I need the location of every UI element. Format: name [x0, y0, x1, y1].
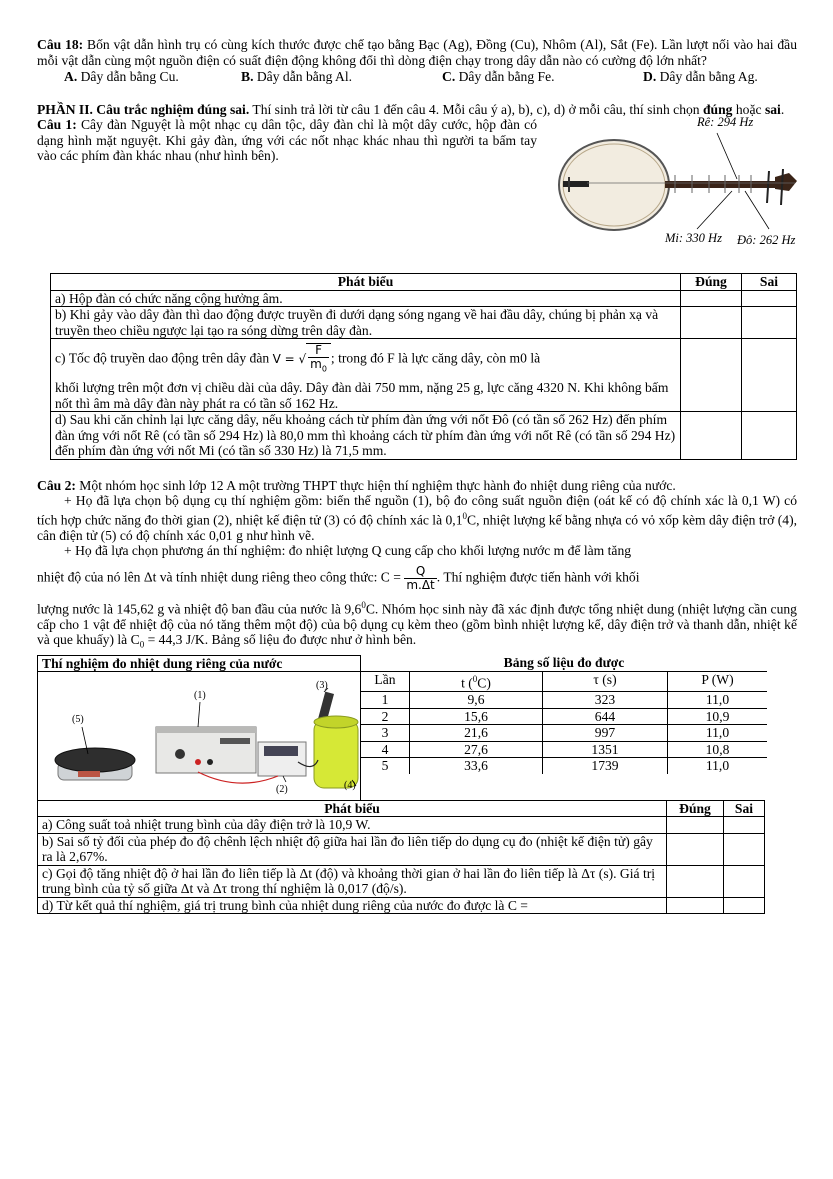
q2-col-statement: Phát biểu [38, 800, 667, 817]
cell: 11,0 [668, 692, 768, 709]
col-t-end: C) [477, 675, 491, 691]
part2-title: PHẦN II. Câu trắc nghiệm đúng sai. [37, 101, 250, 117]
option-c-key: C. [442, 69, 456, 84]
col-lan: Lần [361, 672, 410, 692]
q2-para1 [37, 493, 797, 543]
q2-figure-table [37, 655, 767, 801]
table-row [51, 339, 797, 412]
re-label: Rê: 294 Hz [697, 115, 754, 129]
answer-cell-true[interactable] [667, 865, 724, 897]
q2-table-header [38, 800, 765, 817]
answer-cell-false[interactable] [724, 817, 765, 834]
cell: 11,0 [668, 725, 768, 742]
table-row [361, 741, 767, 758]
formula-lhs: V = [272, 351, 295, 366]
option-b[interactable] [241, 69, 442, 85]
q2-label: Câu 2: [37, 477, 76, 493]
option-b-key: B. [241, 69, 254, 84]
q18-text: Bốn vật dẫn hình trụ có cùng kích thước được chế tạo bằng Bạc (Ag), Đồng (Cu), Nhôm (Al), Sắt (Fe). Lần lượt nối vào hai đầu mỗi vật dẫn cùng một nguồn điện có suất điện động không đổi thì dòng điện chạy trong dây dẫn nào có cường độ lớn nhất? [37, 37, 798, 68]
q2-intro-text: Một nhóm học sinh lớp 12 A một trường THPT thực hiện thí nghiệm thực hành đo nhiệt dung riêng của nước. [75, 477, 676, 493]
answer-cell-false[interactable] [742, 307, 797, 339]
option-d-key: D. [643, 69, 657, 84]
col-t-text: t ( [461, 675, 473, 691]
mi-label: Mi: 330 Hz [665, 231, 722, 245]
q1-row-b: b) Khi gảy vào dây đàn thì dao động được truyền đi dưới dạng sóng ngang về hai đầu dây, chúng bị phản xạ và truyền theo chiều ngược lại tạo ra sóng dừng trên dây đàn. [51, 307, 681, 339]
q2-para3-a: lượng nước là 145,62 g và nhiệt độ ban đầu của nước là 9,6 [37, 601, 362, 617]
q2-row-a: a) Công suất toả nhiệt trung bình của dây điện trở là 10,9 W. [38, 817, 667, 834]
option-b-text: Dây dẫn bằng Al. [253, 69, 353, 84]
option-a-text: Dây dẫn bằng Cu. [77, 69, 179, 84]
col-t [410, 672, 543, 692]
answer-cell-false[interactable] [724, 897, 765, 914]
part2-text-a: Thí sinh trả lời từ câu 1 đến câu 4. Mỗi câu ý a), b), c), d) ở mỗi câu, thí sinh chọn [249, 101, 703, 117]
q1-row-c [51, 339, 681, 412]
cell: 10,8 [668, 741, 768, 758]
q2-para3-sup: 0 [361, 599, 366, 610]
q2-para3-c: = 44,3 J/K. Bảng số liệu đo được như ở hình bên. [144, 632, 417, 648]
answer-cell-false[interactable] [742, 290, 797, 307]
formula-num: F [308, 344, 329, 358]
table-row [51, 290, 797, 307]
formula-q: Q [404, 565, 436, 579]
cell: 644 [543, 708, 668, 725]
table-row [51, 307, 797, 339]
cell: 10,9 [668, 708, 768, 725]
q2-para1-sup: 0 [462, 510, 467, 521]
answer-cell-true[interactable] [681, 307, 742, 339]
do-label: Đô: 262 Hz [737, 233, 796, 247]
part2-text-c: . [780, 101, 785, 117]
moon-lute-figure [557, 117, 807, 257]
q2-table [37, 800, 765, 915]
q2-para1-end: C, nhiệt lượng kế bằng nhựa có vỏ xốp kèm dây điện trở (4), cân điện tử (5) có độ chính xác 0,01 g như hình vẽ. [37, 512, 798, 543]
col-p: P (W) [668, 672, 768, 692]
measurement-table [361, 672, 767, 774]
q1-text: Cây đàn Nguyệt là một nhạc cụ dân tộc, dây đàn chỉ là một dây cước, hộp đàn có dạng hình mặt nguyệt. Khi gảy đàn, ứng với các nốt nhạc khác nhau thì người ta bấm tay vào các phím đàn khác nhau (như hình bên). [37, 117, 537, 163]
q1-stem [37, 117, 537, 164]
q1-row-a: a) Hộp đàn có chức năng cộng hưởng âm. [51, 290, 681, 307]
formula-m-dt: m.Δt [406, 577, 435, 592]
q2-para3 [37, 598, 797, 654]
q2-row-c: c) Gọi độ tăng nhiệt độ ở hai lần đo liên tiếp là Δt (độ) và khoảng thời gian ở hai lần đo liên tiếp là Δτ (s). Giá trị trung bình của tỷ số giữa Δt và Δτ trong thí nghiệm là 0,017 (độ/s). [38, 865, 667, 897]
q2-para2b [37, 565, 797, 592]
cell: 33,6 [410, 758, 543, 774]
table-row [38, 833, 765, 865]
cell: 997 [543, 725, 668, 742]
heat-capacity-formula [404, 565, 436, 592]
option-c[interactable] [442, 69, 643, 85]
part2-header [37, 102, 797, 118]
col-t-sup: 0 [472, 674, 478, 685]
cell: 1351 [543, 741, 668, 758]
measurement-header [361, 672, 767, 692]
part2-bold-false: sai [764, 101, 781, 117]
answer-cell-false[interactable] [742, 339, 797, 412]
answer-cell-true[interactable] [681, 412, 742, 460]
answer-cell-true[interactable] [667, 817, 724, 834]
label-4: (4) [344, 780, 356, 792]
q2-left-caption: Thí nghiệm đo nhiệt dung riêng của nước [38, 655, 361, 672]
table-row [38, 817, 765, 834]
q2-right-caption: Bảng số liệu đo được [361, 655, 768, 672]
table-row [361, 758, 767, 774]
table-row [361, 692, 767, 709]
answer-cell-false[interactable] [742, 412, 797, 460]
table-row [51, 412, 797, 460]
q1-row-d: d) Sau khi căn chỉnh lại lực căng dây, nếu khoảng cách từ phím đàn ứng với nốt Đô (có tần số 262 Hz) đến phím đàn ứng với nốt Rê (có tần số 294 Hz) là 80,0 mm thì khoảng cách từ phím đàn ứng với nốt Rê (có tần số 294 Hz) đến phím đàn ứng với nốt Mi (có tần số 330 Hz) là 71,5 mm. [51, 412, 681, 460]
page [37, 37, 797, 914]
table-row [361, 708, 767, 725]
q1-row-c-line2: khối lượng trên một đơn vị chiều dài của dây. Dây đàn dài 750 mm, nặng 25 g, lực căng 4320 N. Khi không bấm nốt thì âm mà dây đàn này phát ra có tần số 162 Hz. [55, 380, 669, 411]
label-3: (3) [316, 680, 328, 692]
q18-stem [37, 37, 797, 68]
label-1: (1) [194, 690, 206, 702]
label-5: (5) [72, 714, 84, 726]
q2-para1-text: + Họ đã lựa chọn bộ dụng cụ thí nghiệm gồm: biến thế nguồn (1), bộ đo công suất nguồn điện (oát kế có độ chính xác là 0,1 W) có tích hợp chức năng đo thời gian (2), nhiệt kế điện tử (3) có độ chính xác là 0,1 [37, 493, 797, 528]
q1-row-c-text-b: ; trong đó F là lực căng dây, còn m0 là [330, 350, 541, 366]
table-row [38, 897, 765, 914]
cell: 11,0 [668, 758, 768, 774]
data-table-cell [361, 672, 768, 801]
sqrt-symbol: √ $\frac{F}{m_0}$ [298, 343, 330, 375]
q2-para3-sub: 0 [139, 640, 145, 651]
part2-text-b: hoặc [732, 101, 765, 117]
q2-para2b-b: . Thí nghiệm được tiến hành với khối [436, 569, 640, 585]
cell: 1 [361, 692, 410, 709]
q2-col-true: Đúng [667, 800, 724, 817]
q1-col-true: Đúng [681, 274, 742, 291]
option-c-text: Dây dẫn bằng Fe. [455, 69, 555, 84]
cell: 15,6 [410, 708, 543, 725]
cell: 4 [361, 741, 410, 758]
q2-para2b-a: nhiệt độ của nó lên Δt và tính nhiệt dung riêng theo công thức: C = [37, 569, 401, 585]
q1-label: Câu 1: [37, 117, 77, 132]
q1-row-c-line1 [55, 343, 676, 375]
answer-cell-true[interactable] [667, 833, 724, 865]
cell: 9,6 [410, 692, 543, 709]
cell: 1739 [543, 758, 668, 774]
q2-row-d: d) Từ kết quả thí nghiệm, giá trị trung bình của nhiệt dung riêng của nước đo được là C = [38, 897, 667, 914]
q18-label: Câu 18: [37, 37, 84, 52]
formula-den: m [310, 357, 322, 371]
cell: 3 [361, 725, 410, 742]
answer-cell-true[interactable] [681, 339, 742, 412]
answer-cell-true[interactable] [667, 897, 724, 914]
q2-para2: + Họ đã lựa chọn phương án thí nghiệm: đo nhiệt lượng Q cung cấp cho khối lượng nước m để làm tăng [64, 543, 632, 559]
q1-block [37, 117, 797, 273]
table-row [361, 725, 767, 742]
cell: 2 [361, 708, 410, 725]
label-2: (2) [276, 784, 288, 796]
cell: 323 [543, 692, 668, 709]
answer-cell-false[interactable] [724, 865, 765, 897]
cell: 5 [361, 758, 410, 774]
option-a[interactable] [64, 69, 241, 85]
q1-row-c-text-a: c) Tốc độ truyền dao động trên dây đàn [55, 350, 273, 366]
q18-options [64, 69, 797, 85]
part2-bold-true: đúng [703, 101, 733, 117]
option-a-key: A. [64, 69, 78, 84]
q2-row-b: b) Sai số tỷ đối của phép đo độ chênh lệch nhiệt độ giữa hai lần đo liên tiếp do dụng cụ đo (nhiệt kế điện tử) gây ra là 2,67%. [38, 833, 667, 865]
apparatus-figure [38, 672, 361, 801]
q1-table [50, 273, 797, 460]
table-row [38, 865, 765, 897]
col-tau: τ (s) [543, 672, 668, 692]
q2-col-false: Sai [724, 800, 765, 817]
option-d-text: Dây dẫn bằng Ag. [656, 69, 758, 84]
answer-cell-false[interactable] [724, 833, 765, 865]
q1-col-statement: Phát biểu [51, 274, 681, 291]
q2-intro [37, 478, 797, 494]
answer-cell-true[interactable] [681, 290, 742, 307]
q2-para3-b: C. Nhóm học sinh này đã xác định được tổng nhiệt dung (nhiệt lượng cần cung cấp cho 1 vật để nhiệt độ của nó tăng thêm một độ) của bộ dụng cụ kèm theo (gồm bình nhiệt lượng kế, dây điện trở và thanh dẫn, nhiệt kế và que khuấy) là C [37, 601, 797, 648]
option-d[interactable] [643, 69, 758, 85]
velocity-formula [272, 343, 331, 374]
q1-col-false: Sai [742, 274, 797, 291]
q1-table-header [51, 274, 797, 291]
cell: 27,6 [410, 741, 543, 758]
cell: 21,6 [410, 725, 543, 742]
formula-sub: 0 [321, 364, 327, 374]
